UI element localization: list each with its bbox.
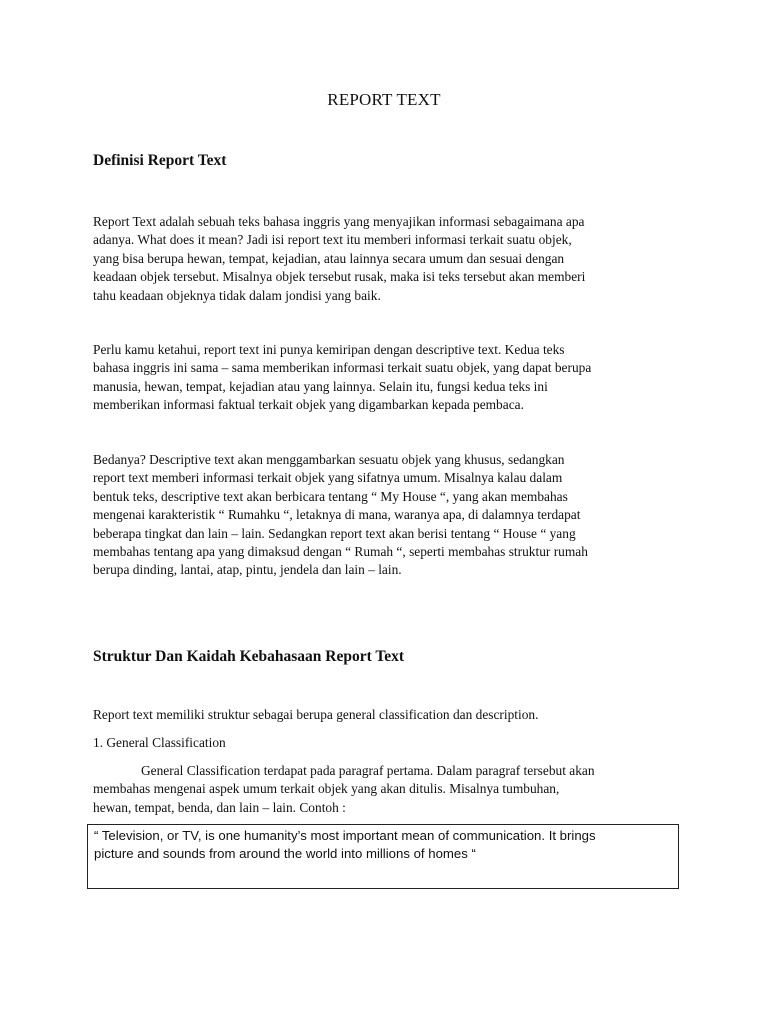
text-line: membahas mengenai aspek umum terkait objek yang akan ditulis. Misalnya tumbuhan,	[93, 781, 560, 797]
document-title: REPORT TEXT	[327, 90, 441, 109]
paragraph-definisi-3	[93, 451, 673, 580]
paragraph-definisi-1	[93, 213, 673, 305]
text-line: 1. General Classification	[93, 735, 226, 750]
text-line: manusia, hewan, tempat, kejadian atau yang lainnya. Selain itu, fungsi kedua teks ini	[93, 378, 548, 394]
text-line: Report Text adalah sebuah teks bahasa inggris yang menyajikan informasi sebagaimana apa	[93, 214, 585, 229]
text-line: memberikan informasi faktual terkait objek yang digambarkan kepada pembaca.	[93, 397, 524, 413]
text-line: hewan, tempat, benda, dan lain – lain. Contoh :	[93, 799, 346, 815]
text-line: yang bisa berupa hewan, tempat, kejadian, atau lainnya secara umum dan sesuai dengan	[93, 250, 565, 266]
section-heading-struktur: Struktur Dan Kaidah Kebahasaan Report Text	[93, 648, 405, 665]
section-heading-definisi: Definisi Report Text	[93, 152, 227, 169]
paragraph-struktur-intro	[93, 706, 673, 724]
text-line: berupa dinding, lantai, atap, pintu, jendela dan lain – lain.	[93, 562, 402, 578]
text-line: report text memberi informasi terkait objek yang sifatnya umum. Misalnya kalau dalam	[93, 470, 563, 486]
text-line: membahas tentang apa yang dimaksud dengan “ Rumah “, seperti membahas struktur rumah	[93, 544, 588, 560]
example-line: “ Television, or TV, is one humanity’s most important mean of communication. It brings	[94, 828, 596, 843]
text-line: General Classification terdapat pada paragraf pertama. Dalam paragraf tersebut akan	[141, 763, 595, 778]
text-line: keadaan objek tersebut. Misalnya objek tersebut rusak, maka isi teks tersebut akan memberi	[93, 269, 586, 285]
example-box	[87, 824, 679, 889]
text-line: beberapa tingkat dan lain – lain. Sedangkan report text akan berisi tentang “ House “ yang	[93, 525, 576, 541]
text-line: Perlu kamu ketahui, report text ini punya kemiripan dengan descriptive text. Kedua teks	[93, 342, 565, 357]
paragraph-general-classification	[93, 762, 673, 817]
paragraph-definisi-2	[93, 341, 673, 415]
text-line: bentuk teks, descriptive text akan berbicara tentang “ My House “, yang akan membahas	[93, 488, 568, 504]
subheading-general-classification	[93, 734, 673, 752]
text-line: Report text memiliki struktur sebagai berupa general classification dan description.	[93, 707, 539, 722]
text-line: adanya. What does it mean? Jadi isi report text itu memberi informasi terkait suatu objek,	[93, 232, 572, 248]
text-line: Bedanya? Descriptive text akan menggambarkan sesuatu objek yang khusus, sedangkan	[93, 452, 565, 467]
text-line: tahu keadaan objeknya tidak dalam jondisi yang baik.	[93, 287, 381, 303]
text-line: mengenai karakteristik “ Rumahku “, letaknya di mana, waranya apa, di dalamnya terdapat	[93, 507, 581, 523]
example-line: picture and sounds from around the world into millions of homes “	[94, 845, 476, 861]
text-line: bahasa inggris ini sama – sama memberikan informasi terkait suatu objek, yang dapat berupa	[93, 360, 592, 376]
